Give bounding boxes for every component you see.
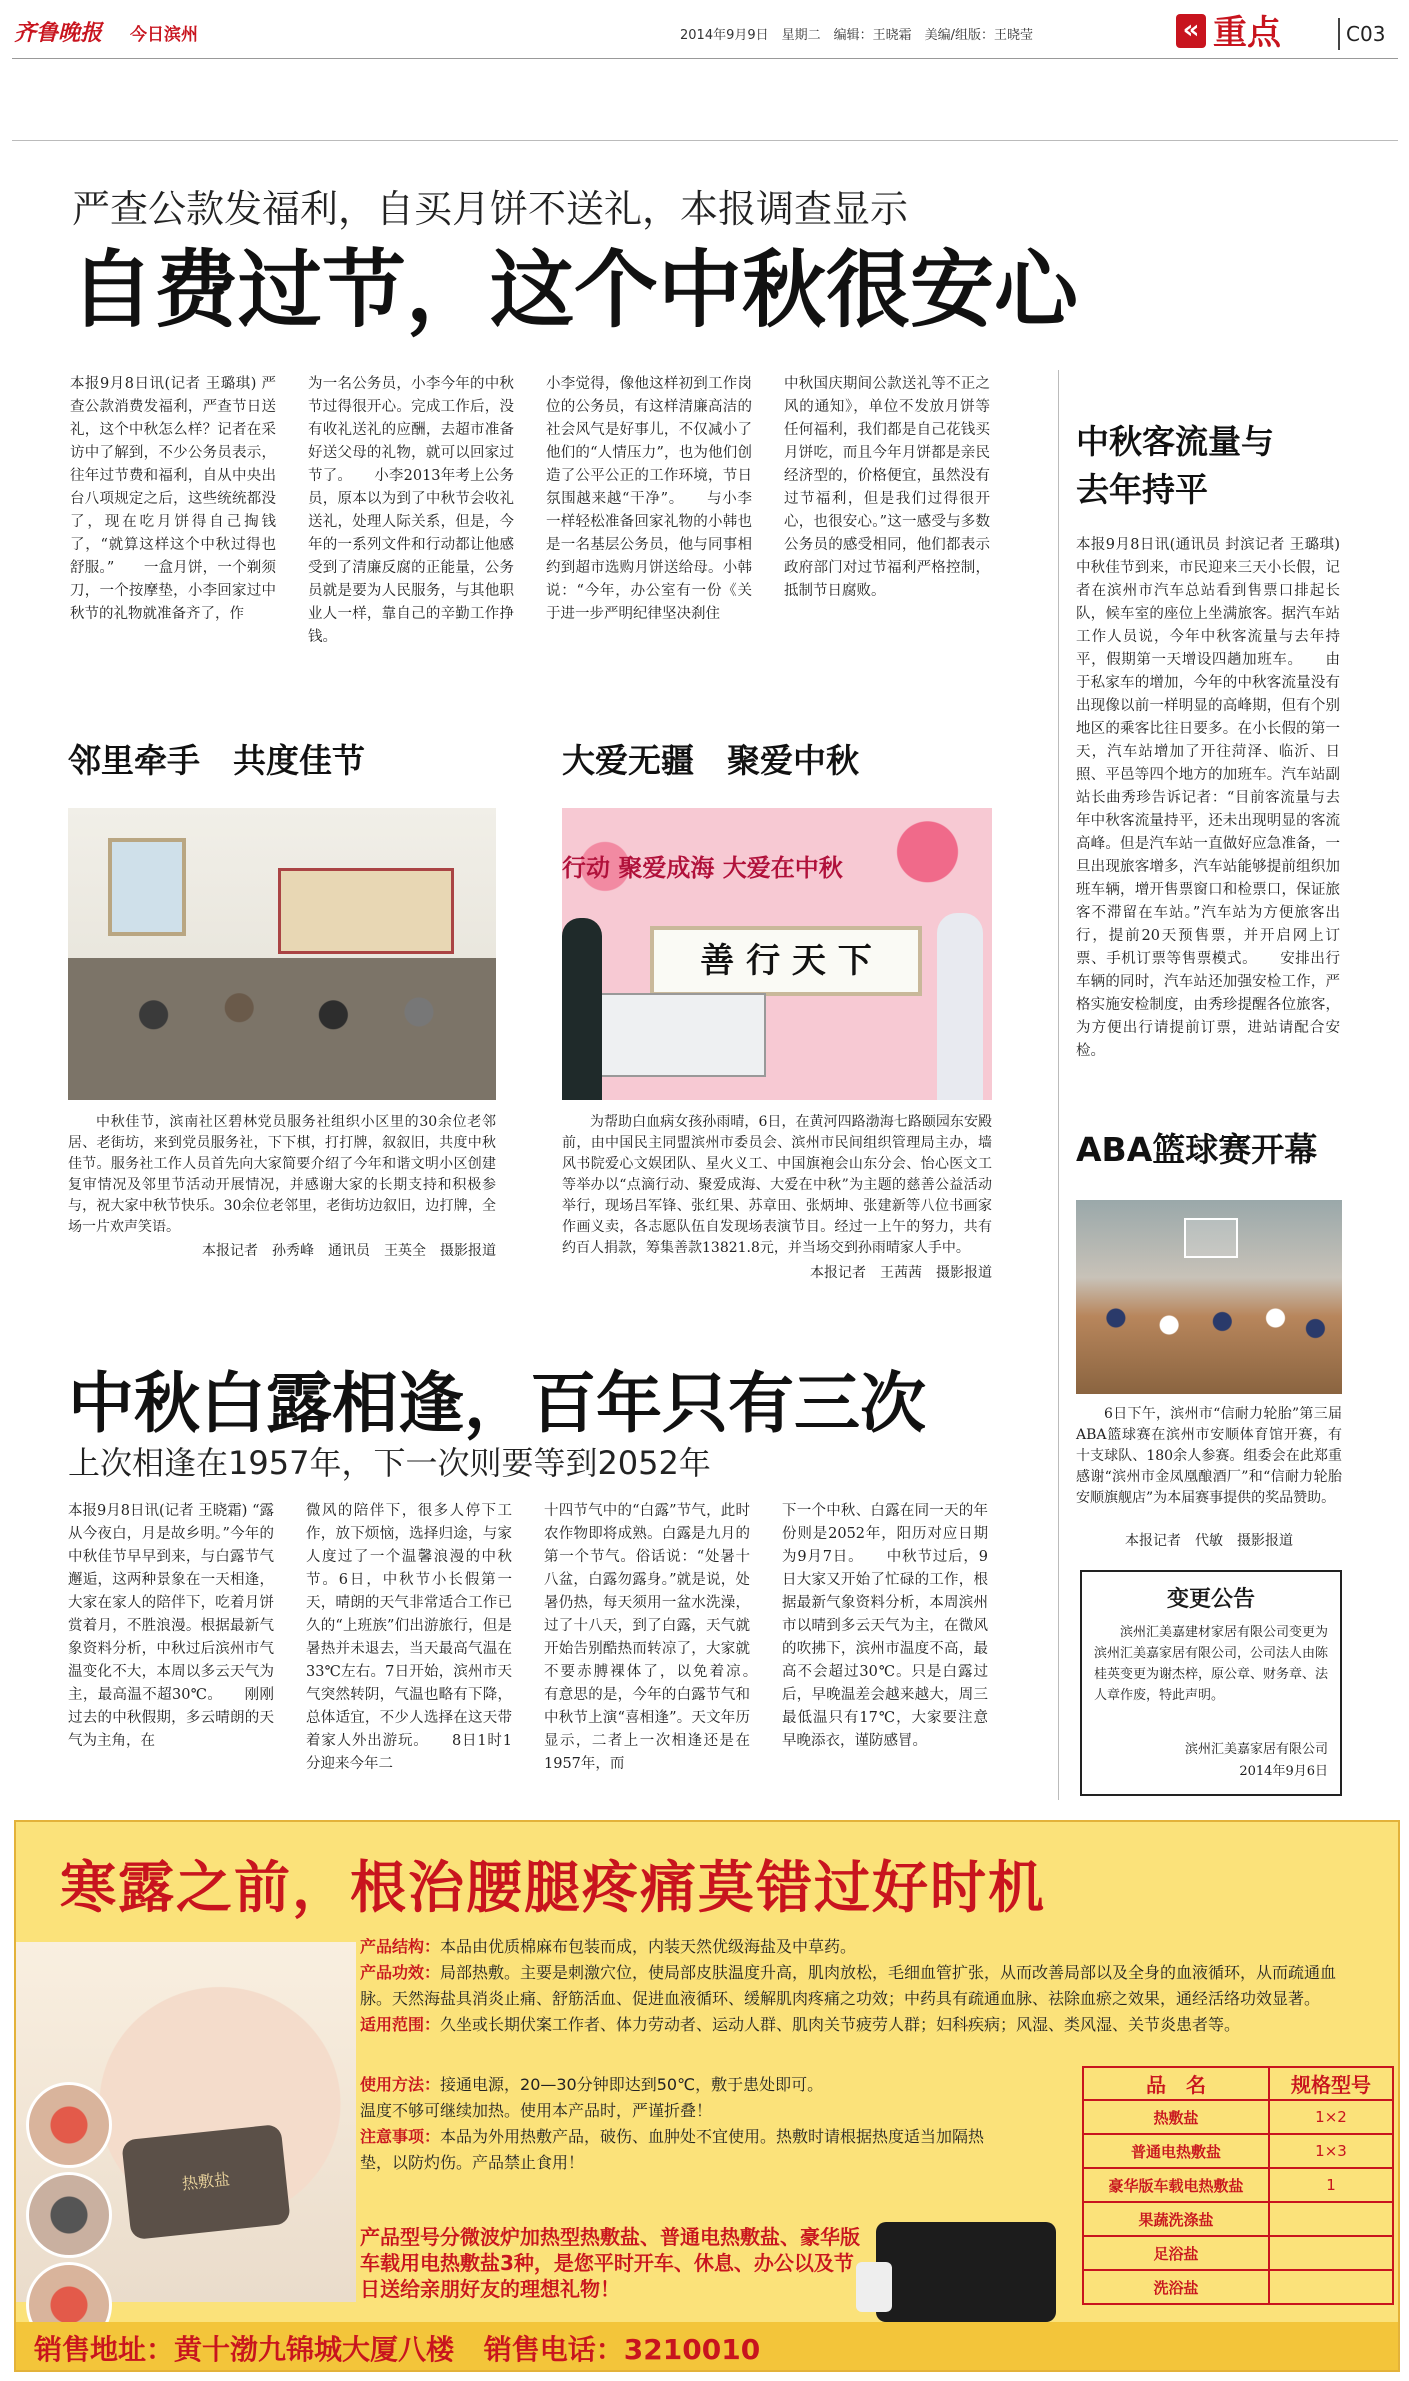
- inset-knee-image: [26, 2082, 112, 2168]
- lead-col-2: 为一名公务员，小李今年的中秋节过得很开心。完成工作后，没有收礼送礼的应酬，去超市准备好送父母的礼物，就可以回家过节了。 小李2013年考上公务员，原本以为到了中秋节会收礼送礼，处理人际关系，但是，今年的一系列文件和行动都让他感受到了清廉反腐的正能量，公务员就是要为人民服务，与其他职业人一样，靠自己的辛勤工作挣钱。: [308, 376, 514, 645]
- charity-headline: 大爱无疆 聚爱中秋: [562, 741, 859, 780]
- ad-promo: 产品型号分微波炉加热型热敷盐、普通电热敷盐、豪华版车载用电热敷盐3种，是您平时开车、休息、办公以及节日送给亲朋好友的理想礼物！: [360, 2225, 860, 2301]
- lead-headline: 自费过节，这个中秋很安心: [70, 241, 1079, 339]
- ad-row: [360, 1960, 1360, 2012]
- product-name: 洗浴盐: [1083, 2270, 1269, 2304]
- electric-pad-image: [876, 2222, 1056, 2322]
- charity-banner: 行动 聚爱成海 大爱在中秋: [562, 854, 843, 882]
- inset-back-image: [26, 2172, 112, 2258]
- ad-row-text: 久坐或长期伏案工作者、体力劳动者、运动人群、肌肉关节疲劳人群；妇科疾病；风湿、类风湿、关节炎患者等。: [440, 2015, 1241, 2034]
- heat-bag-image: 热敷盐: [121, 2124, 291, 2240]
- baillu-headline: 中秋白露相逢，百年只有三次: [68, 1365, 926, 1442]
- column-rule: [1058, 370, 1059, 1800]
- bulletin-board-image: [278, 868, 454, 954]
- ad-row-text: 接通电源，20—30分钟即达到50℃，敷于患处即可。: [440, 2075, 824, 2094]
- display-board-image: [582, 993, 766, 1077]
- ad-row-label: 产品功效：: [360, 1963, 441, 1982]
- ad-row-label: 适用范围：: [360, 2015, 441, 2034]
- neighbors-byline: 本报记者 孙秀峰 通讯员 王英全 摄影报道: [202, 1243, 496, 1259]
- product-spec: [1269, 2270, 1393, 2304]
- product-name: 足浴盐: [1083, 2236, 1269, 2270]
- aba-byline: 本报记者 代敏 摄影报道: [1125, 1533, 1293, 1549]
- ad-row-label: 使用方法：: [360, 2075, 441, 2094]
- product-name: 果蔬洗涤盐: [1083, 2202, 1269, 2236]
- ad-footer: [16, 2322, 1398, 2370]
- charity-photo: [562, 808, 992, 1100]
- section-tag: 重点: [1213, 13, 1281, 53]
- product-table: [1082, 2066, 1394, 2305]
- charity-byline: 本报记者 王茜茜 摄影报道: [810, 1265, 992, 1281]
- section-tag-icon: «: [1176, 14, 1206, 48]
- baillu-col-3: 十四节气中的“白露”节气，此时农作物即将成熟。白露是九月的第一个节气。俗话说：“处暑十八盆，白露勿露身。”就是说，处暑仍热，每天须用一盆水洗澡，过了十八天，到了白露，天气就开始告别酷热而转凉了，大家就不要赤膊裸体了，以免着凉。 有意思的是，今年的白露节气和中秋节上演“喜相逢”。天文年历显示，二者上一次相逢还是在1957年，而: [544, 1503, 779, 1772]
- ad-row-text: 本品由优质棉麻布包装而成，内装天然优级海盐及中草药。: [440, 1937, 857, 1956]
- product-spec: 1×3: [1269, 2134, 1393, 2168]
- crowd-image: [68, 958, 496, 1100]
- header-rule-2: [12, 140, 1398, 141]
- ad-row-text: 本品为外用热敷产品，破伤、血肿处不宜使用。热敷时请根据热度适当加隔热垫，以防灼伤。产品禁止食用！: [360, 2127, 985, 2172]
- product-spec: 1×2: [1269, 2100, 1393, 2134]
- lead-col-4: 中秋国庆期间公款送礼等不正之风的通知》，单位不发放月饼等任何福利，我们都是自己花钱买月饼吃，而且今年月饼都是亲民经济型的，价格便宜，虽然没有过节福利，但是我们过得很开心，也很安心。”这一感受与多数公务员的感受相同，他们都表示政府部门对过节福利严格控制，抵制节日腐败。: [784, 376, 990, 599]
- ad-row: [360, 1934, 1360, 1960]
- product-table-header: [1083, 2067, 1393, 2100]
- controller-image: [856, 2262, 892, 2312]
- product-table-col: 品 名: [1083, 2067, 1269, 2100]
- neighbors-photo: [68, 808, 496, 1100]
- section-name: 今日滨州: [130, 25, 198, 45]
- product-name: 普通电热敷盐: [1083, 2134, 1269, 2168]
- phone-value: 3210010: [623, 2333, 761, 2366]
- address-line: [34, 2328, 760, 2368]
- header-divider: [1338, 18, 1340, 50]
- ad-row-text: 局部热敷。主要是刺激穴位，使局部皮肤温度升高，肌肉放松，毛细血管扩张，从而改善局部以及全身的血液循环，从而疏通血脉。天然海盐具消炎止痛、舒筋活血、促进血液循环、缓解肌肉疼痛之功效；中药具有疏通血脉、祛除血瘀之效果，通经活络功效显著。: [360, 1963, 1337, 2008]
- lead-col-1: 本报9月8日讯(记者 王璐琪) 严查公款消费发福利，严查节日送礼，这个中秋怎么样？记者在采访中了解到，不少公务员表示，往年过节费和福利，自从中央出台八项规定之后，这些统统都没了，现在吃月饼得自己掏钱了，“就算这样这个中秋过得也舒服。” 一盒月饼，一个剃须刀，一个按摩垫，小李回家过中秋节的礼物就准备齐了，作: [70, 376, 276, 622]
- address-value: 黄十渤九锦城大厦八楼: [174, 2333, 455, 2366]
- ad-row-label: 注意事项：: [360, 2127, 441, 2146]
- ad-block: [14, 1820, 1400, 2372]
- calligraphy-scroll: 善 行 天 下: [650, 926, 922, 996]
- ad-model-photo: [16, 1942, 356, 2302]
- phone-label: 销售电话：: [483, 2333, 624, 2366]
- product-name: 热敷盐: [1083, 2100, 1269, 2134]
- neighbors-headline: 邻里牵手 共度佳节: [68, 741, 365, 780]
- notice-body: 滨州汇美嘉建材家居有限公司变更为滨州汇美嘉家居有限公司，公司法人由陈桂英变更为谢杰梓，原公章、财务章、法人章作废，特此声明。: [1094, 1625, 1329, 1703]
- product-spec: 1: [1269, 2168, 1393, 2202]
- table-row: [1083, 2270, 1393, 2304]
- baillu-subhead: 上次相逢在1957年，下一次则要等到2052年: [68, 1444, 711, 1482]
- table-row: [1083, 2168, 1393, 2202]
- ad-row: [360, 2124, 1008, 2176]
- baillu-col-1: 本报9月8日讯(记者 王晓霜) “露从今夜白，月是故乡明。”今年的中秋佳节早早到来，与白露节气邂逅，这两种景象在一天相逢，大家在家人的陪伴下，吃着月饼赏着月，不胜浪漫。根据最新气象资料分析，中秋过后滨州市气温变化不大，本周以多云天气为主，最高温不超30℃。 刚刚过去的中秋假期，多云晴朗的天气为主角，在: [68, 1503, 274, 1749]
- notice-signer: 滨州汇美嘉家居有限公司: [1184, 1742, 1328, 1757]
- person-left-image: [562, 918, 602, 1100]
- backboard-image: [1184, 1218, 1238, 1258]
- ad-row: [360, 2012, 1360, 2038]
- table-row: [1083, 2202, 1393, 2236]
- header-rule: [12, 58, 1398, 59]
- baillu-col-2: 微风的陪伴下，很多人停下工作，放下烦恼，选择归途，与家人度过了一个温馨浪漫的中秋节。6日，中秋节小长假第一天，晴朗的天气非常适合工作已久的“上班族”们出游旅行，但是暑热并未退去，当天最高气温在33℃左右。7日开始，滨州市天气突然转阴，气温也略有下降，总体适宜，不少人选择在这天带着家人外出游玩。 8日1时1分迎来今年二: [306, 1503, 512, 1772]
- aba-headline: ABA篮球赛开幕: [1076, 1130, 1318, 1169]
- ad-rows: [360, 1934, 1360, 2038]
- ad-row: [360, 2072, 1008, 2098]
- ad-row-label: 产品结构：: [360, 1937, 441, 1956]
- players-image: [1076, 1290, 1342, 1360]
- baillu-col-4: 下一个中秋、白露在同一天的年份则是2052年，阳历对应日期为9月7日。 中秋节过后，9日大家又开始了忙碌的工作，根据最新气象资料分析，本周滨州市以晴到多云天气为主，在微风的吹拂下，滨州市温度不高，最高不会超过30℃。只是白露过后，早晚温差会越来越大，周三最低温只有17℃，大家要注意早晚添衣，谨防感冒。: [782, 1503, 988, 1749]
- window-image: [108, 838, 186, 936]
- header-meta: 2014年9月9日 星期二 编辑：王晓霜 美编/组版：王晓莹: [680, 28, 1034, 43]
- neighbors-caption: 中秋佳节，滨南社区碧林党员服务社组织小区里的30余位老邻居、老街坊，来到党员服务社，下下棋，打打牌，叙叙旧，共度中秋佳节。服务社工作人员首先向大家简要介绍了今年和谐文明小区创建复审情况及邻里节活动开展情况，并感谢大家的长期支持和积极参与，祝大家中秋节快乐。30余位老邻里，老街坊边叙旧，边打牌，全场一片欢声笑语。: [68, 1114, 496, 1235]
- masthead: 齐鲁晚报: [14, 20, 103, 46]
- notice-title: 变更公告: [1166, 1587, 1255, 1612]
- aba-caption: 6日下午，滨州市“信耐力轮胎”第三届ABA篮球赛在滨州市安顺体育馆开赛，有十支球队、180余人参赛。组委会在此郑重感谢“滨州市金凤凰酿酒厂”和“信耐力轮胎安顺旗舰店”为本届赛事提供的奖品赞助。: [1076, 1406, 1342, 1506]
- product-spec: [1269, 2202, 1393, 2236]
- ad-rows-lower: [360, 2072, 1008, 2176]
- table-row: [1083, 2100, 1393, 2134]
- ad-row: [360, 2098, 1008, 2124]
- product-table-col: 规格型号: [1269, 2067, 1393, 2100]
- person-right-image: [937, 913, 983, 1100]
- ad-headline: 寒露之前，根治腰腿疼痛莫错过好时机: [60, 1856, 1046, 1921]
- lead-col-3: 小李觉得，像他这样初到工作岗位的公务员，有这样清廉高洁的社会风气是好事儿，不仅减小了他们的“人情压力”，也为他们创造了公平公正的工作环境，节日氛围越来越“干净”。 与小李一样轻松准备回家礼物的小韩也是一名基层公务员，他与同事相约到超市选购月饼送给母。小韩说：“今年，办公室有一份《关于进一步严明纪律坚决刹住: [546, 376, 752, 622]
- page-number: C03: [1346, 22, 1386, 46]
- lead-kicker: 严查公款发福利，自买月饼不送礼，本报调查显示: [72, 187, 909, 231]
- notice-box: [1080, 1570, 1342, 1796]
- table-row: [1083, 2236, 1393, 2270]
- table-row: [1083, 2134, 1393, 2168]
- product-name: 豪华版车载电热敷盐: [1083, 2168, 1269, 2202]
- address-label: 销售地址：: [34, 2333, 175, 2366]
- charity-caption: 为帮助白血病女孩孙雨晴，6日，在黄河四路渤海七路颐园东安殿前，由中国民主同盟滨州市委员会、滨州市民间组织管理局主办，墙风书院爱心文娱团队、星火义工、中国旗袍会山东分会、怡心医文工等举办以“点滴行动、聚爱成海、大爱在中秋”为主题的慈善公益活动举行，现场吕军锋、张红果、苏章田、张炳坤、张建新等八位书画家作画义卖，各志愿队伍自发现场表演节目。经过一上午的努力，共有约百人捐款，筹集善款13821.8元，并当场交到孙雨晴家人手中。: [562, 1114, 992, 1256]
- ad-row-text: 温度不够可继续加热。使用本产品时，严谨折叠！: [360, 2101, 713, 2120]
- aba-photo: [1076, 1200, 1342, 1394]
- side1-headline: 中秋客流量与去年持平: [1076, 422, 1274, 509]
- side1-body: 本报9月8日讯(通讯员 封滨记者 王璐琪) 中秋佳节到来，市民迎来三天小长假，记者在滨州市汽车总站看到售票口排起长队，候车室的座位上坐满旅客。据汽车站工作人员说，今年中秋客流量与去年持平，假期第一天增设四趟加班车。 由于私家车的增加，今年的中秋客流量没有出现像以前一样明显的高峰期，但有个别地区的乘客比往日要多。在小长假的第一天，汽车站增加了开往菏泽、临沂、日照、平邑等四个地方的加班车。汽车站副站长曲秀珍告诉记者：“目前客流量与去年中秋客流量持平，还未出现明显的客流高峰。但是汽车站一直做好应急准备，一旦出现旅客增多，汽车站能够提前组织加班车辆，增开售票窗口和检票口，保证旅客不滞留在车站。”汽车站为方便旅客出行，提前20天预售票，并开启网上订票、手机订票等售票模式。 安排出行车辆的同时，汽车站还加强安检工作，严格实施安检制度，由秀珍提醒各位旅客，为方便出行请提前订票，进站请配合安检。: [1076, 537, 1340, 1059]
- product-spec: [1269, 2236, 1393, 2270]
- notice-date: 2014年9月6日: [1239, 1764, 1328, 1779]
